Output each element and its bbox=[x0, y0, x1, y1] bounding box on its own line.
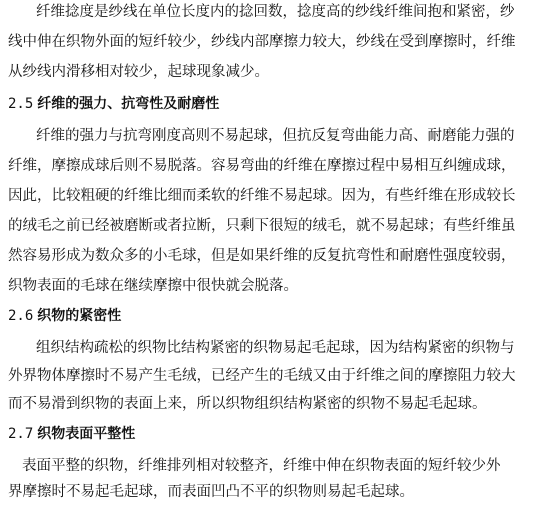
paragraph-line: 然容易形成为数众多的小毛球，但是如果纤维的反复抗弯性和耐磨性强度较弱， bbox=[8, 248, 516, 264]
section-heading-2-6 bbox=[8, 306, 538, 326]
section-number: 2.7 bbox=[8, 426, 34, 442]
paragraph-line: 而不易滑到织物的表面上来，所以织物组织结构紧密的织物不易起毛起球。 bbox=[8, 396, 487, 412]
paragraph-line: 织物表面的毛球在继续摩擦中很快就会脱落。 bbox=[8, 278, 298, 294]
paragraph-line: 从纱线内滑移相对较少，起球现象减少。 bbox=[8, 64, 269, 80]
paragraph-line: 纤维，摩擦成球后则不易脱落。容易弯曲的纤维在摩擦过程中易相互纠缠成球， bbox=[8, 158, 516, 174]
section-title: 织物表面平整性 bbox=[37, 426, 136, 442]
section-title: 纤维的强力、抗弯性及耐磨性 bbox=[37, 96, 220, 112]
section-heading-2-7 bbox=[8, 424, 538, 444]
paragraph-line: 因此，比较粗硬的纤维比细而柔软的纤维不易起球。因为，有些纤维在形成较长 bbox=[8, 188, 516, 204]
paragraph-line: 外界物体摩擦时不易产生毛绒，已经产生的毛绒又由于纤维之间的摩擦阻力较大 bbox=[8, 368, 516, 384]
paragraph-line: 表面平整的织物，纤维排列相对较整齐，纤维中伸在织物表面的短纤较少外 bbox=[22, 458, 501, 474]
paragraph-line: 纤维捻度是纱线在单位长度内的捻回数，捻度高的纱线纤维间抱和紧密，纱 bbox=[36, 4, 515, 20]
paragraph-line: 线中伸在织物外面的短纤较少，纱线内部摩擦力较大，纱线在受到摩擦时，纤维 bbox=[8, 34, 516, 50]
paragraph-line: 的绒毛之前已经被磨断或者拉断，只剩下很短的绒毛，就不易起球；有些纤维虽 bbox=[8, 218, 516, 234]
section-number: 2.5 bbox=[8, 96, 34, 112]
paragraph-line: 界摩擦时不易起毛起球，而表面凹凸不平的织物则易起毛起球。 bbox=[8, 484, 414, 500]
paragraph-line: 组织结构疏松的织物比结构紧密的织物易起毛起球，因为结构紧密的织物与 bbox=[36, 340, 515, 356]
paragraph-line: 纤维的强力与抗弯刚度高则不易起球，但抗反复弯曲能力高、耐磨能力强的 bbox=[36, 128, 515, 144]
section-heading-2-5 bbox=[8, 94, 538, 114]
section-title: 织物的紧密性 bbox=[37, 308, 122, 324]
section-number: 2.6 bbox=[8, 308, 34, 324]
